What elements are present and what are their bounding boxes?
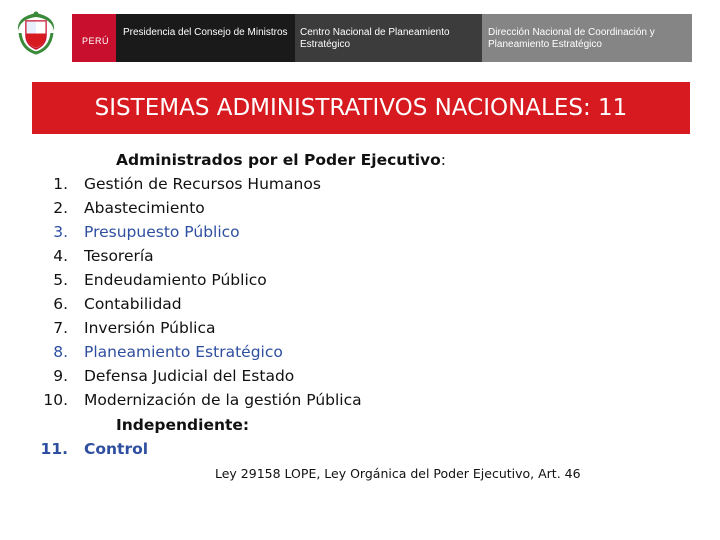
page-title: SISTEMAS ADMINISTRATIVOS NACIONALES: 11 [94, 95, 628, 121]
list-item-number: 9. [53, 367, 68, 385]
list-item-number: 7. [53, 319, 68, 337]
list-item-number: 8. [53, 343, 68, 361]
list-item-number: 6. [53, 295, 68, 313]
list-item-text: Modernización de la gestión Pública [84, 391, 362, 409]
list-item-text: Control [84, 440, 149, 458]
executive-subheading-colon: : [440, 151, 447, 169]
title-banner [32, 82, 690, 134]
list-item-text: Endeudamiento Público [84, 271, 267, 289]
list-item-text: Tesorería [84, 247, 154, 265]
list-item-text: Gestión de Recursos Humanos [84, 175, 321, 193]
list-item-number: 3. [53, 223, 68, 241]
peru-label: PERÚ [72, 14, 116, 62]
list-item-number: 11. [40, 440, 68, 458]
list-item-text: Contabilidad [84, 295, 182, 313]
list-item-number: 4. [53, 247, 68, 265]
executive-subheading [116, 151, 446, 169]
list-item-text: Abastecimiento [84, 199, 205, 217]
list-item-text: Presupuesto Público [84, 223, 240, 241]
pcm-label: Presidencia del Consejo de Ministros [116, 14, 295, 62]
header-bar [0, 0, 720, 62]
list-item-number: 5. [53, 271, 68, 289]
executive-subheading-label: Administrados por el Poder Ejecutivo [116, 151, 441, 169]
list-item-text: Inversión Pública [84, 319, 216, 337]
ceplan-label: Centro Nacional de Planeamiento Estratégico [295, 14, 482, 62]
dncpe-label: Dirección Nacional de Coordinación y Planeamiento Estratégico [482, 14, 692, 62]
legal-reference: Ley 29158 LOPE, Ley Orgánica del Poder Ejecutivo, Art. 46 [215, 466, 581, 481]
list-item-text: Defensa Judicial del Estado [84, 367, 295, 385]
logo-area [0, 0, 72, 62]
peru-coat-of-arms-icon [14, 9, 58, 55]
list-item-text: Planeamiento Estratégico [84, 343, 283, 361]
independent-subheading: Independiente: [116, 416, 250, 434]
list-item-number: 2. [53, 199, 68, 217]
list-item-number: 1. [53, 175, 68, 193]
list-item-number: 10. [43, 391, 68, 409]
